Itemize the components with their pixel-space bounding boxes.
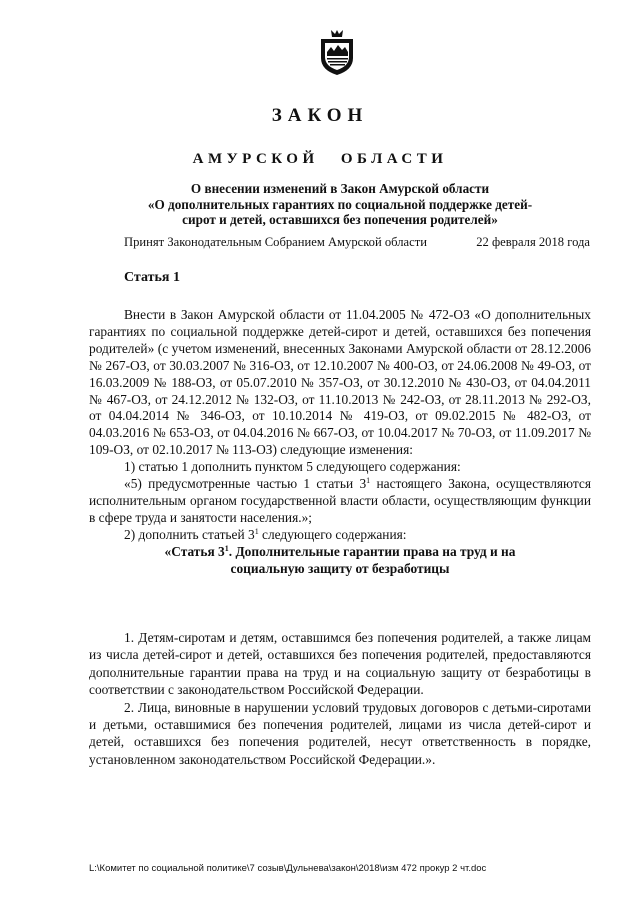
article-heading: Статья 1 — [124, 270, 180, 285]
subject-line: «О дополнительных гарантиях по социальной поддержке детей- — [147, 196, 533, 212]
new-article-heading: «Статья $3^1$. Дополнительные гарантии права на труд и на социальную защиту от безработицы — [164, 543, 516, 576]
amendment-item-2: 2) дополнить статьей $3^1$ следующего содержания: — [124, 526, 407, 542]
amendment-item-1: 1) статью 1 дополнить пунктом 5 следующего содержания: — [124, 459, 461, 475]
adopted-date: 22 февраля 2018 года — [476, 235, 590, 249]
file-path-footer: L:\Комитет по социальной политике\7 созыв\Дульнева\закон\2018\изм 472 прокур 2 чт.doc — [89, 863, 487, 874]
region-title: АМУРСКОЙ ОБЛАСТИ — [192, 151, 448, 167]
amendment-item-1-quote: «5) предусмотренные частью 1 статьи $3^1$ настоящего Закона, осуществляются исполнительным органом государственной власти области, осуществляющим функции в сфере труда и занятости населения.»; — [89, 476, 591, 525]
new-article-body — [89, 629, 591, 768]
article-body — [89, 307, 591, 578]
coat-of-arms-emblem — [315, 28, 359, 76]
subject-line: сирот и детей, оставшихся без попечения родителей» — [182, 212, 498, 227]
subject-line: О внесении изменений в Закон Амурской области — [190, 181, 490, 196]
new-article-paragraph-2: 2. Лица, виновные в нарушении условий трудовых договоров с детьми-сиротами и детьми, оставшимися без попечения родителей, лицами из числа детей-сирот и детей, оставшихся без попечения родителей, несут ответственность в порядке, установленном законодательством Российской Федерации.». — [89, 699, 591, 767]
law-title: ЗАКОН — [271, 105, 369, 126]
adoption-line — [124, 235, 590, 250]
new-article-paragraph-1: 1. Детям-сиротам и детям, оставшимся без попечения родителей, а также лицам из числа детей-сирот и детей, оставшихся без попечения родителей, предоставляются дополнительные гарантии права на труд и на социальную защиту от безработицы в соответствии с законодательством Российской Федерации. — [89, 630, 591, 698]
adopted-by: Принят Законодательным Собранием Амурской области — [124, 235, 427, 249]
article-intro: Внести в Закон Амурской области от 11.04.2005 № 472-ОЗ «О дополнительных гарантиях по социальной поддержке детей-сирот и детей, оставшихся без попечения родителей» (с учетом изменений, внесенных Законами Амурской области от 28.12.2006 № 267-ОЗ, от 30.03.2007 № 316-ОЗ, от 12.10.2007 № 400-ОЗ, от 24.06.2008 № 49-ОЗ, от 16.03.2009 № 188-ОЗ, от 05.07.2010 № 357-ОЗ, от 30.12.2010 № 430-ОЗ, от 04.04.2011 № 467-ОЗ, от 24.12.2012 № 132-ОЗ, от 11.10.2013 № 242-ОЗ, от 28.11.2013 № 292-ОЗ, от 04.04.2014 № 346-ОЗ, от 10.10.2014 № 419-ОЗ, от 09.02.2015 № 482-ОЗ, от 04.03.2016 № 653-ОЗ, от 04.04.2016 № 667-ОЗ, от 10.04.2017 № 70-ОЗ, от 11.09.2017 № 109-ОЗ, от 02.10.2017 № 113-ОЗ) следующие изменения: — [89, 307, 591, 458]
law-subject — [140, 181, 540, 228]
